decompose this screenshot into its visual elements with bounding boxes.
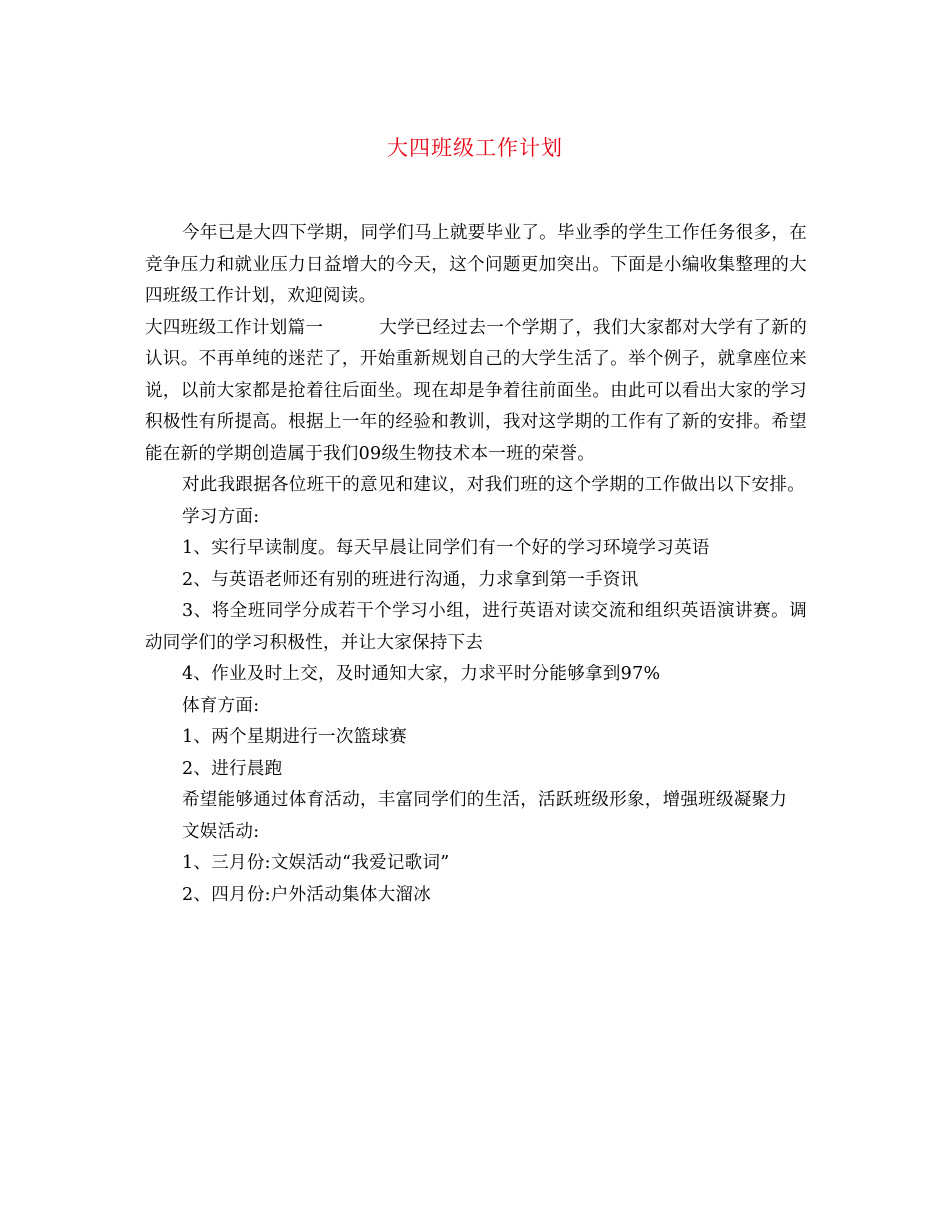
entertainment-heading: 文娱活动: — [182, 821, 260, 842]
study-item: 4、作业及时上交，及时通知大家，力求平时分能够拿到97% — [182, 664, 661, 684]
document-title: 大四班级工作计划 — [387, 136, 563, 160]
study-item: 1、实行早读制度。每天早晨让同学们有一个好的学习环境学习英语 — [182, 538, 710, 558]
entertainment-item: 1、三月份:文娱活动“我爱记歌词” — [182, 853, 450, 873]
document-body — [145, 218, 807, 911]
sports-item: 2、进行晨跑 — [182, 758, 283, 779]
entertainment-item: 2、四月份:户外活动集体大溜冰 — [182, 884, 432, 905]
section-first-paragraph: 大学已经过去一个学期了，我们大家都对大学有了新的认识。不再单纯的迷茫了，开始重新规划自己的大学生活了。举个例子，就拿座位来说，以前大家都是抢着往后面坐。现在却是争着往前面坐。由此可以看出大家的学习积极性有所提高。根据上一年的经验和教训，我对这学期的工作有了新的安排。希望能在新的学期创造属于我们09级生物技术本一班的荣誉。 — [145, 317, 807, 464]
study-item: 3、将全班同学分成若干个学习小组，进行英语对读交流和组织英语演讲赛。调动同学们的学习积极性，并让大家保持下去 — [145, 601, 807, 653]
section-heading: 大四班级工作计划篇一 — [145, 317, 324, 338]
study-heading: 学习方面: — [182, 506, 260, 527]
sports-summary: 希望能够通过体育活动，丰富同学们的生活，活跃班级形象，增强班级凝聚力 — [182, 790, 788, 810]
sports-item: 1、两个星期进行一次篮球赛 — [182, 727, 408, 747]
section-paragraph — [145, 313, 807, 471]
study-item: 2、与英语老师还有别的班进行沟通，力求拿到第一手资讯 — [182, 569, 639, 590]
intro-paragraph: 今年已是大四下学期，同学们马上就要毕业了。毕业季的学生工作任务很多，在竞争压力和就业压力日益增大的今天，这个问题更加突出。下面是小编收集整理的大四班级工作计划，欢迎阅读。 — [145, 223, 807, 306]
arrangement-paragraph: 对此我跟据各位班干的意见和建议，对我们班的这个学期的工作做出以下安排。 — [182, 475, 805, 495]
sports-heading: 体育方面: — [182, 695, 260, 716]
